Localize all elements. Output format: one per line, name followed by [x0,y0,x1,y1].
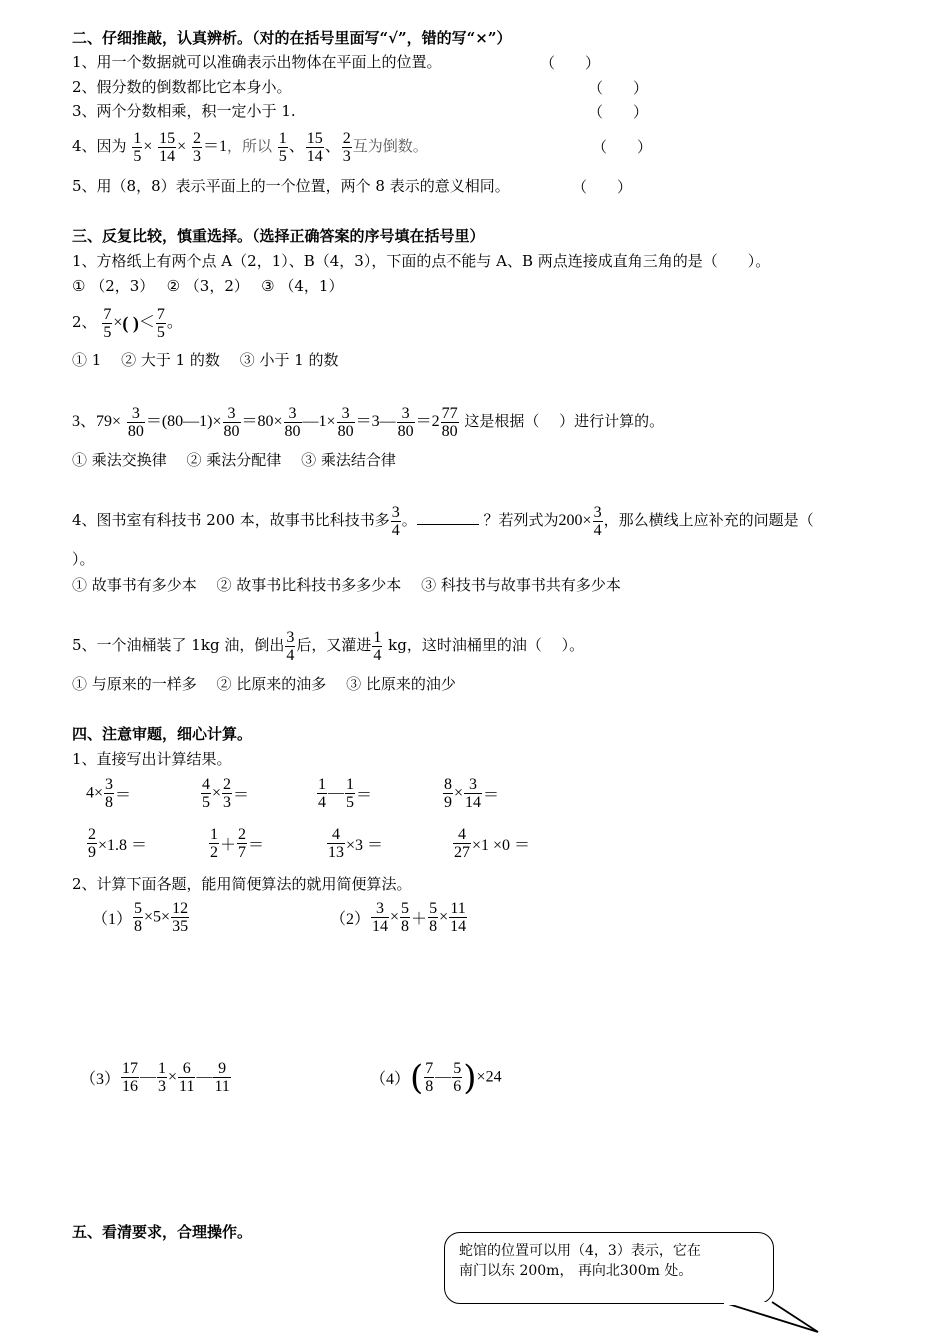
s4-question-2: 2、计算下面各题，能用简便算法的就用简便算法。 [72,875,412,893]
fraction: $\frac{3}{80}$ [223,404,240,440]
speech-bubble [444,1232,774,1304]
fraction: $\frac{3}{4}$ [286,628,295,664]
fraction: $\frac{3}{4}$ [391,503,400,539]
answer-blank[interactable] [417,510,479,525]
s3-q4-end: ）。 [72,550,95,568]
s2-question-3: 3、两个分数相乘，积一定小于 1. [72,102,296,120]
fraction: $\frac{3}{80}$ [337,404,354,440]
simplify-item-1: （1） $\frac{5}{8}$ ×5× $\frac{12}{35}$ [92,900,189,935]
s3-question-3: 3、79× $\frac{3}{80}$ ＝(80—1)× $\frac{3}{80}$ ＝80× $\frac{3}{80}$ —1× $\frac{3}{80}$ ＝3— $\frac{3}{80}$ ＝2 $\frac{77}{80}$ 这是根据（ ）进行计算的。 [72,404,665,440]
fraction: $\frac{1}{4}$ [373,628,382,664]
s3-question-4: 4、图书室有科技书 200 本，故事书比科技书多 $\frac{3}{4}$ 。 ？若列式为200× $\frac{3}{4}$ ，那么横线上应补充的问题是（ [72,503,814,539]
fraction: $\frac{1}{5}$ [278,129,287,165]
fraction: $\frac{2}{3}$ [192,129,201,165]
s2-answer-paren-3[interactable]: （ ） [588,103,649,121]
fraction: $\frac{3}{80}$ [127,404,144,440]
s2-question-2: 2、假分数的倒数都比它本身小。 [72,78,292,96]
s3-question-5 [72,625,584,665]
s2-answer-paren-1[interactable]: （ ） [540,54,601,72]
calc-item: $\frac{4}{27}$ ×1 ×0 ＝ [454,826,531,861]
section-5-title: 五、看清要求，合理操作。 [72,1223,253,1241]
s3-q5-middle: 后，又灌进 [296,636,372,654]
bubble-line-1: 蛇馆的位置可以用（4，3）表示，它在 [459,1243,701,1259]
s4-question-1: 1、直接写出计算结果。 [72,750,232,768]
s3-q5-suffix: kg，这时油桶里的油（ ）。 [388,636,585,654]
s2-question-1: 1、用一个数据就可以准确表示出物体在平面上的位置。 [72,53,442,71]
s3-question-2: 2、 $\frac{7}{5}$ ×( )＜ $\frac{7}{5}$ 。 [72,305,183,341]
fraction: $\frac{3}{4}$ [593,503,602,539]
calc-item: $\frac{8}{9}$ × $\frac{3}{14}$ ＝ [444,776,500,811]
s3-q4-suffix: ，那么横线上应补充的问题是（ [603,511,814,529]
s3-q3-options: ① 乘法交换律 ② 乘法分配律 ③ 乘法结合律 [72,451,396,469]
calc-item: $\frac{4}{5}$ × $\frac{2}{3}$ ＝ [202,776,250,811]
s3-q3-prefix: 3、79× [72,413,122,430]
s3-q4-period: 。 [401,511,417,529]
s2-q4-prefix: 4、因为 [72,137,127,155]
calc-item: $\frac{4}{13}$ ×3 ＝ [328,826,384,861]
fraction: $\frac{3}{80}$ [397,404,414,440]
fraction: $\frac{7}{5}$ [156,305,165,341]
s3-q2-prefix: 2、 [72,313,97,331]
section-3-title: 三、反复比较，慎重选择。（选择正确答案的序号填在括号里） [72,227,485,245]
simplify-item-4: （4）( $\frac{7}{8}$ — $\frac{5}{6}$ )×24 [370,1057,502,1098]
s3-q1-options: ① （2，3） ② （3，2） ③ （4，1） [72,277,344,295]
section-2-title: 二、仔细推敲，认真辨析。（对的在括号里面写“√”，错的写“×”） [72,29,512,47]
fraction: $\frac{15}{14}$ [159,129,176,165]
fraction: $\frac{3}{80}$ [284,404,301,440]
s2-answer-paren-4[interactable]: （ ） [592,138,653,156]
s2-answer-paren-5[interactable]: （ ） [572,178,633,196]
s3-q5-options: ① 与原来的一样多 ② 比原来的油多 ③ 比原来的油少 [72,675,456,693]
s2-q4-middle: ，所以 [226,137,272,155]
fraction: $\frac{15}{14}$ [306,129,323,165]
s2-answer-paren-2[interactable]: （ ） [588,79,649,97]
s2-question-4: 4、因为 $\frac{1}{5}$ × $\frac{15}{14}$ × $\frac{2}{3}$ ＝1，所以 $\frac{1}{5}$ 、 $\frac{15}{14}$ 、 $\frac{2}{3}$ 互为倒数。 [72,129,428,165]
s3-q2-options: ① 1 ② 大于 1 的数 ③ 小于 1 的数 [72,351,339,369]
section-4-title: 四、注意审题，细心计算。 [72,725,253,743]
s3-question-1: 1、方格纸上有两个点 A（2，1）、B（4，3），下面的点不能与 A、B 两点连接成直角三角的是（ ）。 [72,252,771,270]
bubble-line-2: 南门以东 200m， 再向北300m 处。 [459,1263,693,1279]
fraction: $\frac{7}{5}$ [103,305,112,341]
calc-item: $\frac{1}{4}$ — $\frac{1}{5}$ ＝ [318,776,373,811]
calc-item: $\frac{1}{2}$ ＋ $\frac{2}{7}$ ＝ [210,826,265,861]
s3-q3-suffix: 这是根据（ ）进行计算的。 [464,412,665,430]
fraction: $\frac{2}{3}$ [342,129,351,165]
s3-q4-prefix: 4、图书室有科技书 200 本，故事书比科技书多 [72,511,390,529]
calc-item: $\frac{2}{9}$ ×1.8 ＝ [88,826,148,861]
calc-item: 4× $\frac{3}{8}$ ＝ [86,776,132,811]
s2-q4-suffix: 互为倒数。 [352,137,428,155]
s3-q4-middle: ？若列式为 [483,511,559,529]
simplify-item-2: （2） $\frac{3}{14}$ × $\frac{5}{8}$ ＋ $\frac{5}{8}$ × $\frac{11}{14}$ [330,900,467,935]
s3-q4-options: ① 故事书有多少本 ② 故事书比科技书多多少本 ③ 科技书与故事书共有多少本 [72,576,621,594]
simplify-item-3: （3） $\frac{17}{16}$ — $\frac{1}{3}$ × $\frac{6}{11}$ — $\frac{9}{11}$ [80,1060,230,1095]
speech-bubble-tail-cover [700,1296,830,1336]
fraction: $\frac{77}{80}$ [441,404,458,440]
s3-q5-prefix: 5、一个油桶装了 1kg 油，倒出 [72,636,285,654]
fraction: $\frac{1}{5}$ [133,129,142,165]
s2-question-5: 5、用（8，8）表示平面上的一个位置，两个 8 表示的意义相同。 [72,177,510,195]
